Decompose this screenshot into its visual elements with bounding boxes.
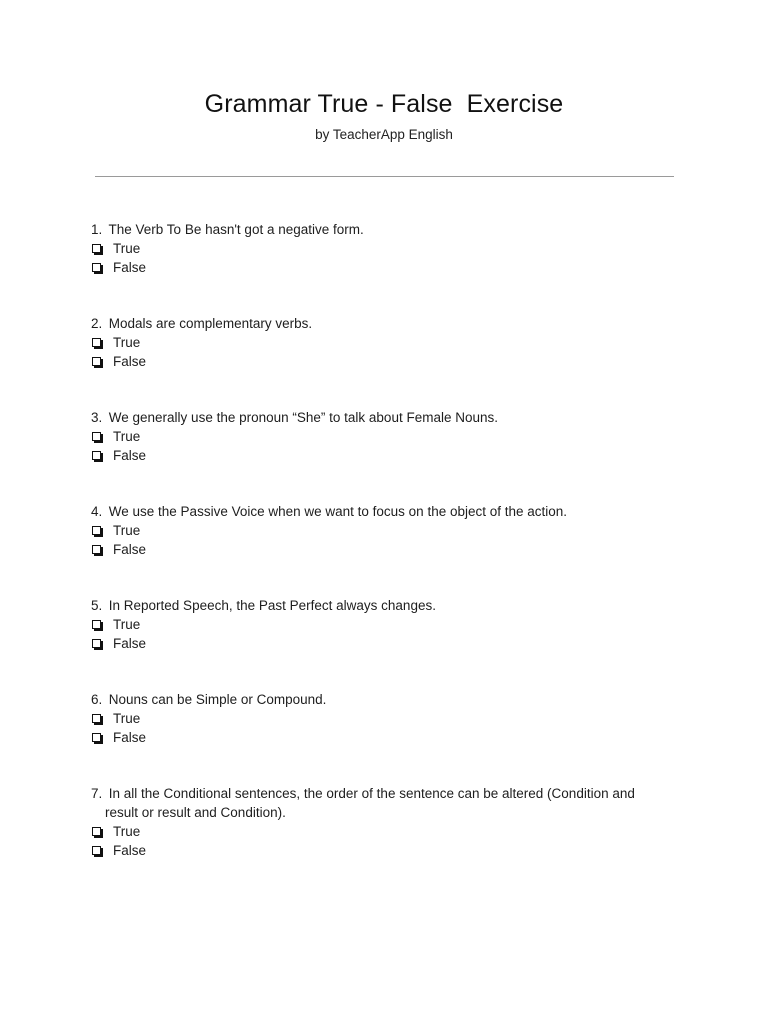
question-text bbox=[91, 220, 661, 239]
answer-option-false[interactable] bbox=[91, 540, 661, 559]
question-item bbox=[91, 596, 661, 653]
answer-option-true[interactable] bbox=[91, 239, 661, 258]
option-label: True bbox=[113, 523, 141, 538]
checkbox-icon[interactable] bbox=[92, 733, 101, 742]
page-subtitle: by TeacherApp English bbox=[315, 127, 453, 142]
option-label: True bbox=[113, 335, 141, 350]
question-number: 3. bbox=[91, 410, 103, 425]
option-label: False bbox=[113, 636, 147, 651]
checkbox-icon[interactable] bbox=[92, 338, 101, 347]
answer-option-true[interactable] bbox=[91, 427, 661, 446]
option-label: False bbox=[113, 542, 147, 557]
option-label: True bbox=[113, 429, 141, 444]
answer-option-false[interactable] bbox=[91, 258, 661, 277]
question-item bbox=[91, 314, 661, 371]
question-number: 1. bbox=[91, 222, 103, 237]
question-number: 2. bbox=[91, 316, 103, 331]
option-label: False bbox=[113, 354, 147, 369]
answer-option-true[interactable] bbox=[91, 615, 661, 634]
answer-option-false[interactable] bbox=[91, 634, 661, 653]
answer-option-false[interactable] bbox=[91, 841, 661, 860]
checkbox-icon[interactable] bbox=[92, 545, 101, 554]
question-text bbox=[91, 690, 661, 709]
question-text bbox=[91, 502, 661, 521]
question-prompt: Modals are complementary verbs. bbox=[108, 316, 313, 331]
page-title: Grammar True - False Exercise bbox=[204, 90, 564, 118]
question-list bbox=[91, 220, 661, 897]
question-prompt: The Verb To Be hasn't got a negative form. bbox=[108, 222, 364, 237]
question-text bbox=[91, 314, 661, 333]
question-prompt: In Reported Speech, the Past Perfect always changes. bbox=[108, 598, 436, 613]
question-number: 5. bbox=[91, 598, 103, 613]
question-number: 6. bbox=[91, 692, 103, 707]
checkbox-icon[interactable] bbox=[92, 244, 101, 253]
question-text bbox=[91, 784, 661, 822]
answer-option-true[interactable] bbox=[91, 709, 661, 728]
checkbox-icon[interactable] bbox=[92, 357, 101, 366]
option-label: False bbox=[113, 260, 147, 275]
question-item bbox=[91, 408, 661, 465]
option-label: False bbox=[113, 448, 147, 463]
option-label: True bbox=[113, 824, 141, 839]
answer-option-false[interactable] bbox=[91, 728, 661, 747]
checkbox-icon[interactable] bbox=[92, 714, 101, 723]
answer-option-false[interactable] bbox=[91, 352, 661, 371]
question-text bbox=[91, 596, 661, 615]
checkbox-icon[interactable] bbox=[92, 846, 101, 855]
answer-option-true[interactable] bbox=[91, 521, 661, 540]
option-label: True bbox=[113, 241, 141, 256]
checkbox-icon[interactable] bbox=[92, 451, 101, 460]
question-item bbox=[91, 784, 661, 860]
question-prompt: We generally use the pronoun “She” to talk about Female Nouns. bbox=[108, 410, 498, 425]
option-label: False bbox=[113, 730, 147, 745]
checkbox-icon[interactable] bbox=[92, 263, 101, 272]
title-divider bbox=[95, 176, 674, 177]
answer-option-false[interactable] bbox=[91, 446, 661, 465]
option-label: True bbox=[113, 711, 141, 726]
checkbox-icon[interactable] bbox=[92, 639, 101, 648]
question-prompt: Nouns can be Simple or Compound. bbox=[108, 692, 327, 707]
question-number: 4. bbox=[91, 504, 103, 519]
question-text bbox=[91, 408, 661, 427]
answer-option-true[interactable] bbox=[91, 822, 661, 841]
checkbox-icon[interactable] bbox=[92, 827, 101, 836]
checkbox-icon[interactable] bbox=[92, 526, 101, 535]
question-item bbox=[91, 220, 661, 277]
question-prompt: We use the Passive Voice when we want to focus on the object of the action. bbox=[108, 504, 568, 519]
question-item bbox=[91, 502, 661, 559]
option-label: True bbox=[113, 617, 141, 632]
checkbox-icon[interactable] bbox=[92, 620, 101, 629]
checkbox-icon[interactable] bbox=[92, 432, 101, 441]
answer-option-true[interactable] bbox=[91, 333, 661, 352]
question-number: 7. bbox=[91, 786, 103, 801]
option-label: False bbox=[113, 843, 147, 858]
question-item bbox=[91, 690, 661, 747]
question-prompt: In all the Conditional sentences, the order of the sentence can be altered (Condition and result or result and Condition). bbox=[105, 786, 635, 820]
